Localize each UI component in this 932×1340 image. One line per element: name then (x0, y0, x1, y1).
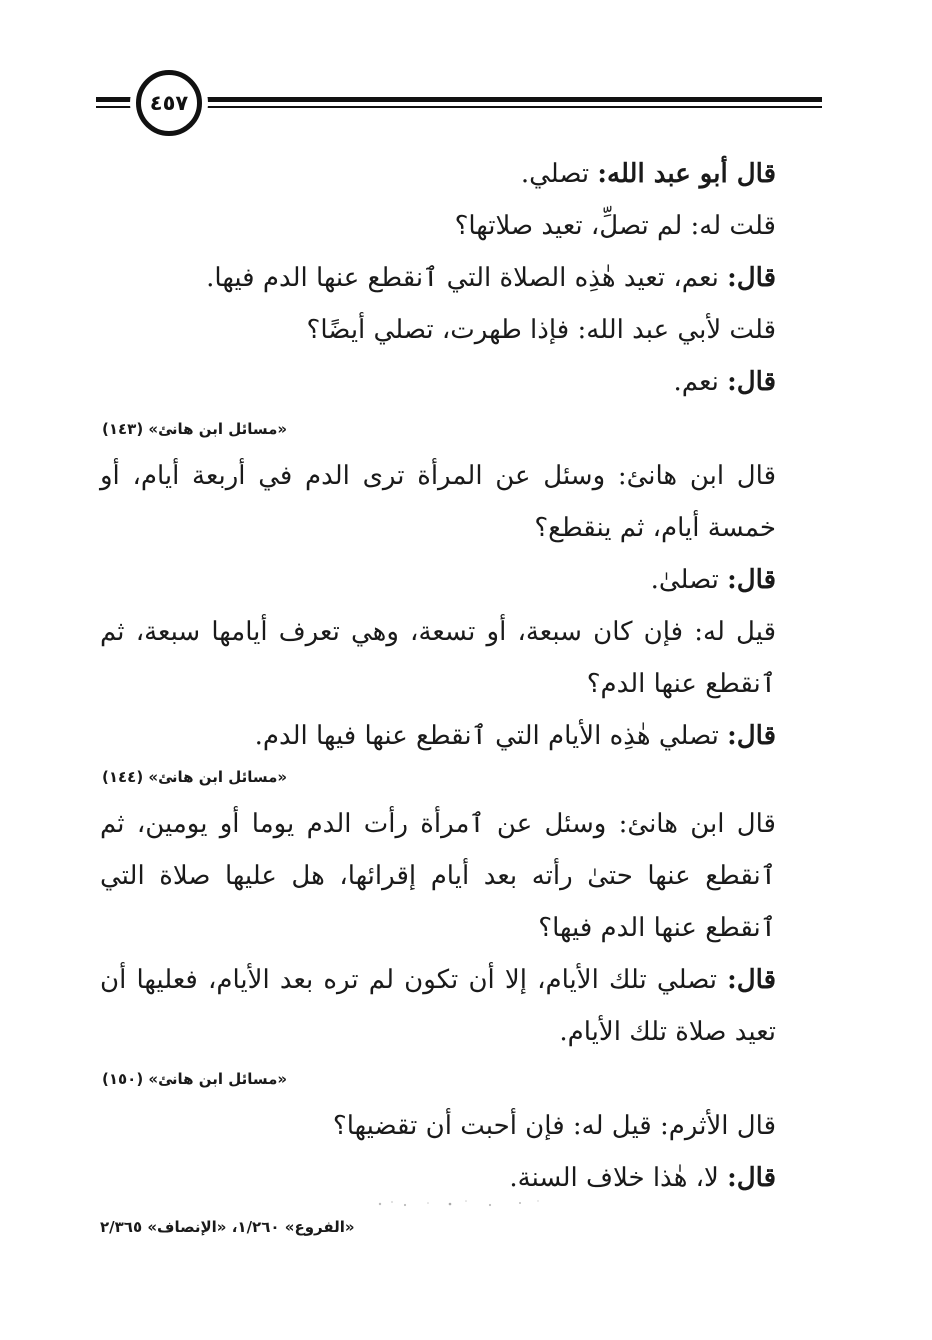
footnote-reference: «الفروع» ١/٢٦٠، «الإنصاف» ٢/٣٦٥ (100, 1218, 355, 1236)
text-line (100, 554, 820, 606)
text-line (100, 200, 820, 252)
paragraph-text: تصلي تلك الأيام، إلا أن تكون لم تره بعد الأيام، فعليها أن تعيد صلاة تلك الأيام. (100, 965, 776, 1047)
speaker-label: قال: (727, 263, 776, 293)
source-citation: «مسائل ابن هانئ» (١٤٤) (102, 768, 288, 786)
source-citation: «مسائل ابن هانئ» (١٤٣) (102, 420, 288, 438)
text-line (100, 710, 820, 762)
header-rule-thick (96, 97, 822, 102)
text-line (100, 1100, 820, 1152)
text-paragraph (100, 954, 820, 1058)
paragraph-text: قيل له: فإن كان سبعة، أو تسعة، وهي تعرف أيامها سبعة، ثم ٱنقطع عنها الدم؟ (100, 617, 776, 699)
page-header (96, 70, 822, 140)
line-text: تصلي. (520, 159, 598, 189)
source-citation: «مسائل ابن هانئ» (١٥٠) (102, 1070, 288, 1088)
scan-speckle (370, 1196, 550, 1210)
text-paragraph (100, 606, 820, 710)
line-text: نعم، تعيد هٰذِه الصلاة التي ٱنقطع عنها الدم فيها. (206, 263, 728, 293)
speaker-label: قال: (727, 565, 776, 595)
line-text: نعم. (673, 367, 728, 397)
line-text: قلت له: لم تصلِّ، تعيد صلاتها؟ (454, 211, 776, 241)
text-line (100, 304, 820, 356)
page-number-badge (136, 70, 202, 136)
speaker-label: قال: (727, 721, 776, 751)
speaker-label: قال أبو عبد الله: (597, 159, 776, 189)
line-text: تصلىٰ. (650, 565, 728, 595)
paragraph-text: قال ابن هانئ: وسئل عن ٱمرأة رأت الدم يوما أو يومين، ثم ٱنقطع عنها حتىٰ رأته بعد أيام إقرائها، هل عليها صلاة التي ٱنقطع عنها الدم فيها؟ (100, 809, 776, 943)
text-paragraph (100, 798, 820, 954)
line-text: لا، هٰذا خلاف السنة. (509, 1163, 728, 1193)
text-line (100, 356, 820, 408)
line-text: قلت لأبي عبد الله: فإذا طهرت، تصلي أيضًا؟ (306, 315, 776, 345)
line-text: تصلي هٰذِه الأيام التي ٱنقطع عنها فيها الدم. (254, 721, 728, 751)
line-text: قال الأثرم: قيل له: فإن أحبت أن تقضيها؟ (332, 1111, 776, 1141)
text-line (100, 148, 820, 200)
speaker-label: قال: (727, 367, 776, 397)
paragraph-text: قال ابن هانئ: وسئل عن المرأة ترى الدم في أربعة أيام، أو خمسة أيام، ثم ينقطع؟ (100, 461, 776, 543)
header-rule-thin (96, 106, 822, 108)
speaker-label: قال: (727, 965, 776, 995)
speaker-label: قال: (727, 1163, 776, 1193)
page-body (100, 148, 820, 1242)
page-number: ٤٥٧ (149, 91, 189, 115)
text-line (100, 252, 820, 304)
text-paragraph (100, 450, 820, 554)
